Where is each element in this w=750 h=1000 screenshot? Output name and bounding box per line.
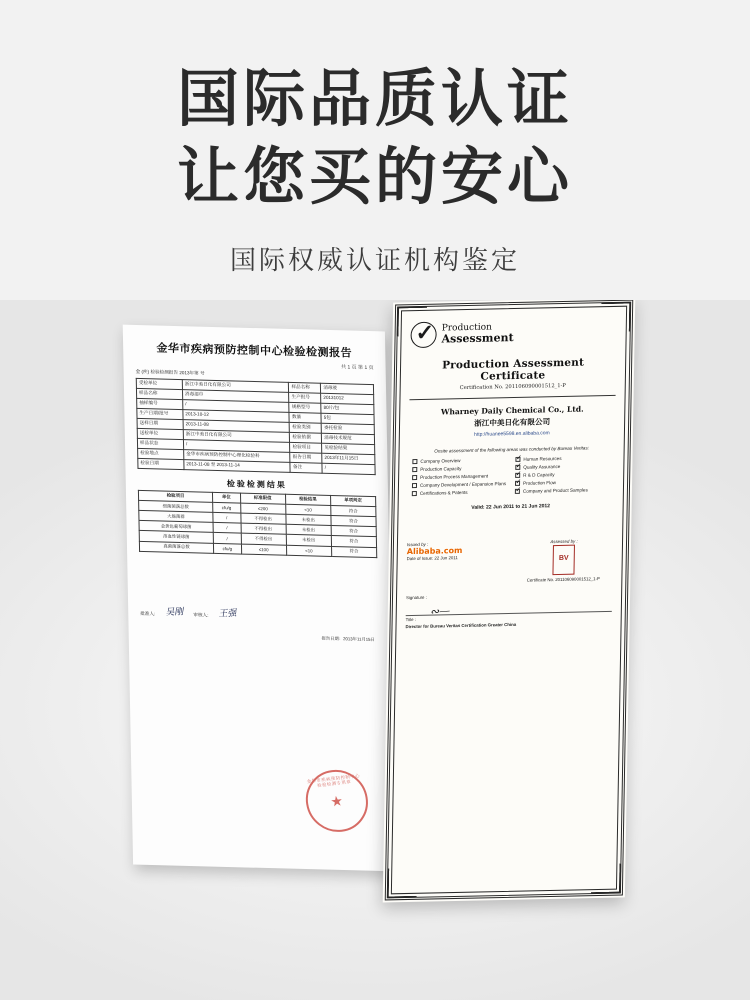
- table-cell: 符合: [331, 536, 376, 547]
- table-cell: 样品名称: [136, 388, 182, 399]
- table-cell: 生产日期/批号: [137, 408, 183, 419]
- checklist-label: R & D Capacity: [523, 472, 555, 478]
- table-cell: 样品名称: [289, 382, 321, 393]
- table-cell: 送检单位: [137, 428, 183, 439]
- table-cell: 2013-10-12: [183, 410, 290, 423]
- table-cell: 不得检出: [241, 523, 286, 534]
- table-cell: 符合: [331, 526, 376, 537]
- checklist-label: Certifications & Patents: [419, 490, 468, 497]
- reviewer-label: 审核人:: [193, 612, 209, 618]
- table-cell: 5包: [321, 413, 374, 424]
- table-cell: 2013-11-08: [183, 420, 290, 433]
- assessed-by-block: [514, 538, 613, 584]
- table-cell: 检验依据: [290, 432, 322, 443]
- table-cell: 送样日期: [137, 418, 183, 429]
- table-cell: 溶血性链球菌: [139, 531, 213, 543]
- headline-block: [0, 62, 750, 277]
- checklist-label: Production Capacity: [420, 466, 462, 473]
- checklist-item: [515, 455, 610, 462]
- table-cell: <10: [286, 545, 331, 556]
- table-cell: 委托检验: [321, 423, 374, 434]
- table-cell: 检验项目: [290, 442, 322, 453]
- checklist-label: Company and Product Samples: [522, 487, 588, 494]
- table-cell: 检验日期: [138, 458, 184, 469]
- report-info-table: [136, 378, 376, 475]
- approver-label: 批准人:: [140, 610, 156, 617]
- checklist-item: [515, 487, 610, 494]
- table-cell: /: [183, 439, 290, 452]
- checkbox-icon: [412, 467, 417, 472]
- director-signature: ∾—: [429, 603, 451, 619]
- issued-by-block: [406, 540, 505, 586]
- table-cell: /: [183, 400, 290, 413]
- table-cell: 消毒技术规范: [322, 433, 375, 444]
- table-cell: 消毒液: [321, 383, 374, 394]
- table-cell: cfu/g: [213, 543, 241, 554]
- divider: [409, 395, 615, 400]
- table-cell: 浙江中美日化有限公司: [182, 380, 289, 393]
- table-cell: 未检出: [286, 514, 331, 525]
- table-cell: 浙江中美日化有限公司: [183, 429, 290, 442]
- table-cell: 消毒湿巾: [182, 390, 289, 403]
- report-signature-row: [140, 604, 378, 623]
- table-cell: 符合: [331, 546, 376, 557]
- checkbox-icon: [412, 475, 417, 480]
- checklist-item: [412, 465, 507, 472]
- official-red-stamp: [301, 767, 372, 836]
- table-cell: 80片/包: [321, 403, 374, 414]
- checklist-item: [412, 481, 507, 488]
- headline-line-2: 让您买的安心: [176, 140, 573, 213]
- column-header: 单项判定: [330, 495, 375, 506]
- table-cell: 备注: [290, 462, 322, 473]
- company-name-cn: 浙江中美日化有限公司: [474, 417, 551, 428]
- assessment-logo: [410, 318, 617, 348]
- report-results-table: [138, 490, 377, 558]
- column-header: 检验结果: [285, 494, 330, 505]
- alibaba-logo: Alibaba.com: [406, 546, 463, 557]
- table-cell: 金华市疾病预防控制中心理化检验科: [184, 449, 291, 462]
- table-cell: /: [213, 512, 241, 523]
- table-cell: 生产批号: [289, 392, 321, 403]
- table-cell: 样品状态: [137, 438, 183, 449]
- checklist-item: [412, 457, 507, 464]
- report-title: 金华市疾病预防控制中心检验检测报告: [156, 341, 353, 360]
- checkbox-icon: [412, 483, 417, 488]
- checklist-item: [515, 479, 610, 486]
- issued-date: Date of Issue: 22 Jun 2011: [406, 555, 458, 562]
- company-url[interactable]: http://huanee5598.en.alibaba.com: [474, 430, 550, 438]
- table-cell: 见检验结果: [322, 443, 375, 454]
- assessment-note: Onsite assessment of the following areas was conducted by Bureau Veritas:: [434, 445, 589, 454]
- table-cell: ≤100: [241, 544, 286, 555]
- results-band: 检验检测结果: [226, 478, 287, 490]
- table-cell: 未检出: [286, 525, 331, 536]
- issued-by-label: Issued by :: [406, 541, 429, 548]
- table-cell: 金黄色葡萄球菌: [139, 521, 213, 533]
- headline-subtitle: 国际权威认证机构鉴定: [229, 246, 520, 276]
- certificate-title: Production Assessment Certificate: [442, 356, 585, 383]
- table-cell: 抽样编号: [137, 398, 183, 409]
- checkbox-checked-icon: [515, 465, 520, 470]
- checklist-label: Company Development / Expansion Plans: [419, 481, 507, 489]
- table-cell: /: [213, 533, 241, 544]
- headline-line-1: 国际品质认证: [176, 62, 573, 135]
- table-cell: ≤200: [240, 503, 285, 514]
- table-cell: /: [213, 523, 241, 534]
- logo-line-2: Assessment: [441, 330, 514, 346]
- table-cell: 符合: [331, 505, 376, 516]
- assessment-certificate-document: [383, 300, 636, 902]
- lab-report-document: [123, 325, 396, 872]
- certificates-photo: [0, 300, 750, 1000]
- table-cell: /: [322, 463, 375, 474]
- checklist-label: Human Resources: [523, 456, 562, 462]
- table-cell: 未检出: [286, 535, 331, 546]
- assessed-cert-no: Certificate No. 201106090001512_1-P: [526, 576, 600, 583]
- checkbox-checked-icon: [515, 481, 520, 486]
- approver-signature: 吴刚: [165, 607, 184, 619]
- reviewer-signature: 王强: [218, 608, 237, 620]
- report-code: 金 (疾) 检验检测报告 2013年第 号: [135, 368, 205, 376]
- signature-block: [405, 590, 612, 630]
- certificate-number: Certification No. 201106090001512_1-P: [459, 382, 566, 392]
- table-cell: cfu/g: [213, 502, 241, 513]
- certificate-footer: [406, 538, 613, 587]
- bureau-veritas-seal-icon: [552, 545, 575, 575]
- stamp-star-icon: ★: [329, 791, 345, 810]
- checkbox-checked-icon: [515, 489, 520, 494]
- checkbox-icon: [412, 491, 417, 496]
- assessed-by-label: Assessed by :: [550, 538, 578, 545]
- table-cell: 不得检出: [241, 534, 286, 545]
- table-cell: 数量: [289, 412, 321, 423]
- table-cell: 细菌菌落总数: [139, 500, 213, 512]
- checklist-item: [515, 463, 610, 470]
- table-cell: 大肠菌群: [139, 511, 213, 523]
- checklist-item: [412, 473, 507, 480]
- column-header: 检验项目: [138, 490, 212, 502]
- checklist-item: [412, 489, 507, 496]
- certificate-content: [401, 318, 617, 882]
- table-cell: 规格型号: [289, 402, 321, 413]
- signature-label: Signature :: [405, 594, 427, 600]
- checkbox-icon: [412, 459, 417, 464]
- checklist-label: Company Overview: [420, 458, 461, 465]
- checkbox-checked-icon: [515, 473, 520, 478]
- column-header: 单位: [213, 492, 241, 503]
- checklist-label: Production Process Management: [420, 473, 489, 481]
- table-cell: 受检单位: [136, 378, 182, 389]
- table-cell: 2013年11月15日: [322, 453, 375, 464]
- table-cell: 符合: [331, 516, 376, 527]
- checklist-label: Production Flow: [522, 480, 557, 486]
- report-date: 报告日期：2013年11月15日: [321, 635, 375, 642]
- title-value: Director for Bureau Veritas Certification Greater China: [405, 621, 517, 630]
- company-name-en: Wharney Daily Chemical Co., Ltd.: [440, 404, 584, 417]
- table-cell: 真菌菌落总数: [139, 541, 213, 553]
- column-header: 标准限值: [240, 493, 285, 504]
- assessment-checklist: [412, 455, 611, 496]
- validity-period: Valid: 22 Jun 2011 to 21 Jun 2012: [471, 503, 551, 511]
- table-cell: 检验类别: [290, 422, 322, 433]
- table-cell: 检验地点: [138, 448, 184, 459]
- table-cell: 报告日期: [290, 452, 322, 463]
- report-pagination: 共 1 页 第 1 页: [341, 364, 374, 372]
- logo-line-1: Production: [441, 322, 492, 334]
- checkbox-checked-icon: [515, 457, 520, 462]
- title-label: Title :: [405, 617, 417, 623]
- check-mark-icon: [410, 322, 436, 349]
- table-cell: 20131012: [321, 393, 374, 404]
- checklist-item: [515, 471, 610, 478]
- table-cell: 2013-11-08 至 2013-11-14: [184, 459, 291, 472]
- checklist-label: Quality Assurance: [523, 464, 561, 470]
- table-cell: 不得检出: [240, 513, 285, 524]
- table-cell: <10: [285, 504, 330, 515]
- stamp-text: 金华市疾病预防控制中心检验检测专用章: [306, 773, 361, 789]
